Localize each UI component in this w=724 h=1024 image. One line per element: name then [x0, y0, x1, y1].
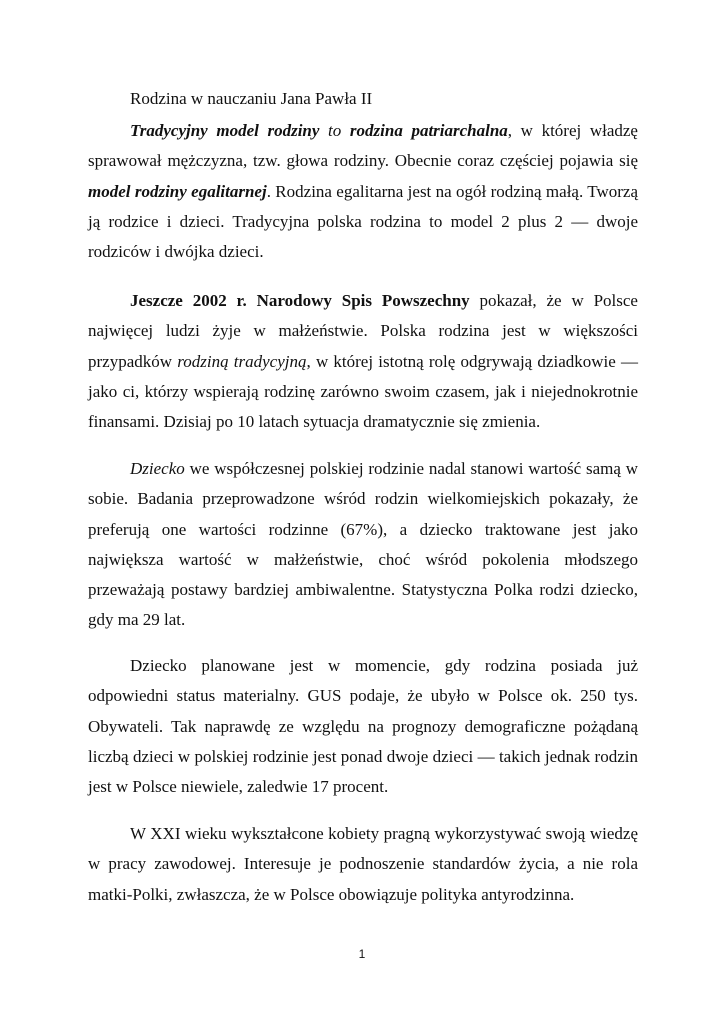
- paragraph-traditional-family-model: [88, 116, 638, 267]
- page-number: 1: [358, 947, 366, 961]
- paragraph-educated-women: [88, 819, 638, 910]
- paragraph-child-planning: [88, 651, 638, 802]
- document-title: Rodzina w nauczaniu Jana Pawła II: [130, 89, 373, 108]
- paragraph-child-value: [88, 454, 638, 636]
- text-run: pokazał, że w Polsce najwięcej ludzi żyje w małżeństwie. Polska rodzina jest w większości przypadków: [88, 291, 638, 371]
- text-run: Dziecko planowane jest w momencie, gdy rodzina posiada już odpowiedni status materialny. GUS podaje, że ubyło w Polsce ok. 250 tys. Obywateli. Tak naprawdę ze względu na prognozy demograficzne pożądaną liczbą dzieci w polskiej rodzinie jest ponad dwoje dzieci — takich jednak rodzin jest w Polsce niewiele, zaledwie 17 procent.: [88, 656, 638, 797]
- term-patriarchal-family: rodzina patriarchalna: [349, 121, 508, 140]
- text-run: , w której istotną rolę odgrywają dziadkowie — jako ci, którzy wspierają rodzinę zarówno swoim czasem, jak i niejednokrotnie finansami. Dzisiaj po 10 latach sytuacja dramatycznie się zmienia.: [88, 351, 638, 432]
- term-child: Dziecko: [130, 459, 185, 478]
- text-run: [341, 121, 350, 140]
- text-run-to: to: [328, 121, 342, 140]
- term-egalitarian-family-model: model rodziny egalitarnej: [88, 181, 267, 201]
- paragraph-census: [88, 286, 638, 437]
- term-traditional-family: rodziną tradycyjną: [177, 351, 307, 371]
- text-run: , w której władzę sprawował mężczyzna, tzw. głowa rodziny. Obecnie coraz częściej pojawia się: [88, 121, 638, 171]
- term-traditional-family-model: Tradycyjny model rodziny: [130, 121, 320, 140]
- text-run: W XXI wieku wykształcone kobiety pragną wykorzystywać swoją wiedzę w pracy zawodowej. Interesuje je podnoszenie standardów życia, a nie rola matki-Polki, zwłaszcza, że w Polsce obowiązuje polityka antyrodzinna.: [88, 824, 638, 904]
- term-census-2002: Jeszcze 2002 r. Narodowy Spis Powszechny: [130, 291, 470, 310]
- text-run: . Rodzina egalitarna jest na ogół rodziną małą. Tworzą ją rodzice i dzieci. Tradycyjna polska rodzina to model 2 plus 2 — dwoje rodziców i dwójka dzieci.: [88, 181, 638, 262]
- text-run: [319, 121, 328, 140]
- text-run: we współczesnej polskiej rodzinie nadal stanowi wartość samą w sobie. Badania przeprowadzone wśród rodzin wielkomiejskich pokazały, że preferują one wartości rodzinne (67%), a dziecko traktowane jest jako największa wartość w małżeństwie, choć wśród pokolenia młodszego przeważają postawy bardziej ambiwalentne. Statystyczna Polka rodzi dziecko, gdy ma 29 lat.: [88, 459, 638, 630]
